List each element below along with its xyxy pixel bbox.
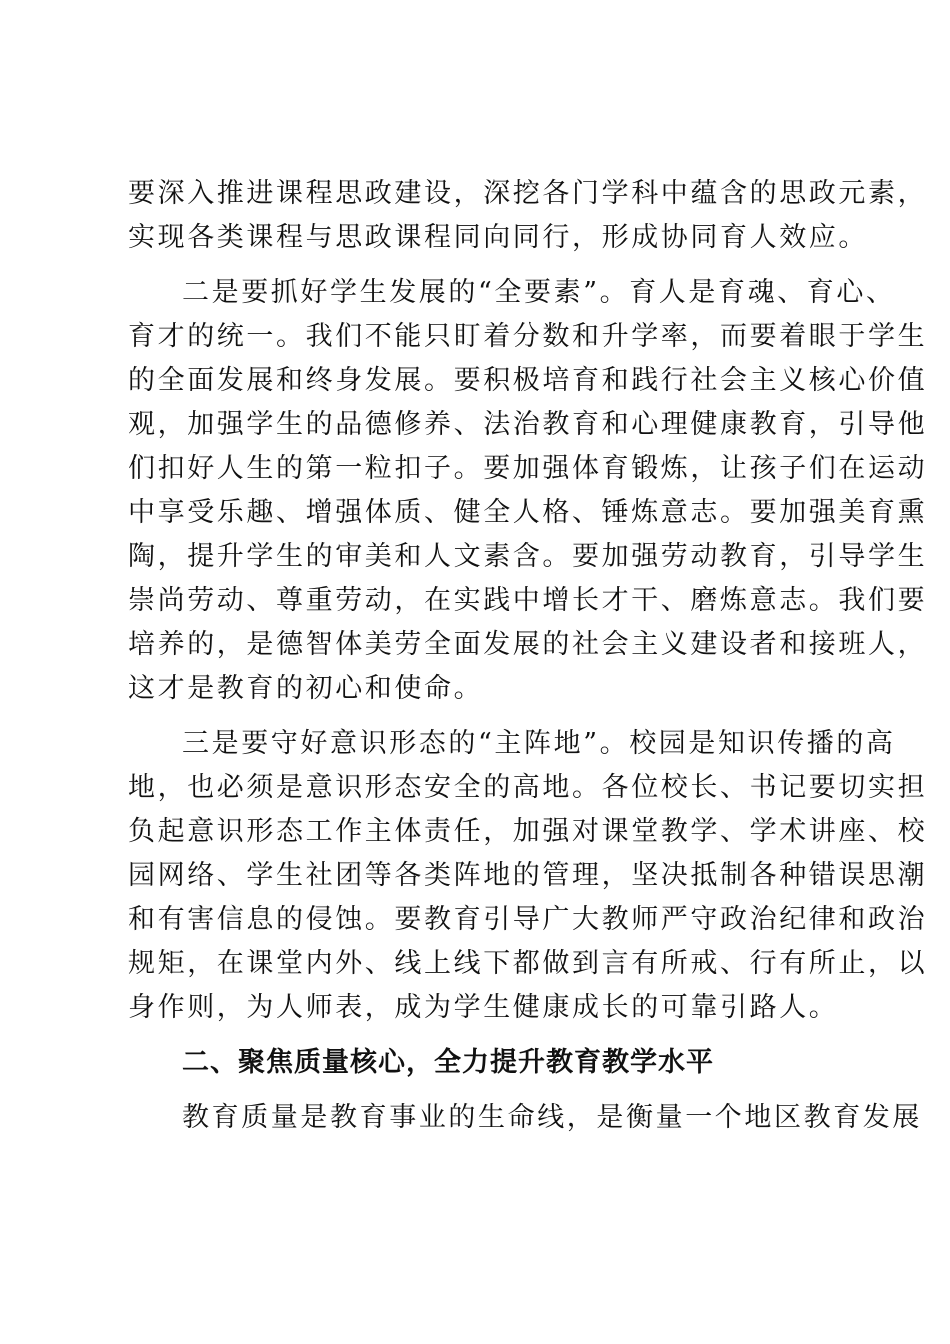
text-line: 教育质量是教育事业的生命线，是衡量一个地区教育发展 xyxy=(182,1102,922,1133)
paragraph xyxy=(128,172,928,260)
text-line: 观，加强学生的品德修养、法治教育和心理健康教育，引导他 xyxy=(128,409,928,440)
text-line: 园网络、学生社团等各类阵地的管理，坚决抵制各种错误思潮 xyxy=(128,860,928,891)
text-line: 身作则，为人师表，成为学生健康成长的可靠引路人。 xyxy=(128,992,839,1023)
paragraph xyxy=(128,1096,922,1140)
section-heading: 二、聚焦质量核心，全力提升教育教学水平 xyxy=(182,1047,714,1078)
text-line: 三是要守好意识形态的“主阵地”。校园是知识传播的高 xyxy=(182,728,896,759)
text-line: 育才的统一。我们不能只盯着分数和升学率，而要着眼于学生 xyxy=(128,321,928,352)
text-line: 负起意识形态工作主体责任，加强对课堂教学、学术讲座、校 xyxy=(128,816,928,847)
text-line: 和有害信息的侵蚀。要教育引导广大教师严守政治纪律和政治 xyxy=(128,904,928,935)
text-line: 实现各类课程与思政课程同向同行，形成协同育人效应。 xyxy=(128,222,868,253)
paragraph xyxy=(128,271,928,711)
text-line: 地，也必须是意识形态安全的高地。各位校长、书记要切实担 xyxy=(128,772,928,803)
text-line: 们扣好人生的第一粒扣子。要加强体育锻炼，让孩子们在运动 xyxy=(128,453,928,484)
body-text xyxy=(128,172,928,1140)
paragraph xyxy=(128,722,928,1030)
text-line: 的全面发展和终身发展。要积极培育和践行社会主义核心价值 xyxy=(128,365,928,396)
text-line: 二是要抓好学生发展的“全要素”。育人是育魂、育心、 xyxy=(182,277,896,308)
text-line: 崇尚劳动、尊重劳动，在实践中增长才干、磨炼意志。我们要 xyxy=(128,585,928,616)
text-line: 培养的，是德智体美劳全面发展的社会主义建设者和接班人， xyxy=(128,629,928,660)
text-line: 这才是教育的初心和使命。 xyxy=(128,673,484,704)
text-line: 规矩，在课堂内外、线上线下都做到言有所戒、行有所止，以 xyxy=(128,948,928,979)
text-line: 中享受乐趣、增强体质、健全人格、锤炼意志。要加强美育熏 xyxy=(128,497,928,528)
text-line: 陶，提升学生的审美和人文素含。要加强劳动教育，引导学生 xyxy=(128,541,928,572)
text-line: 要深入推进课程思政建设，深挖各门学科中蕴含的思政元素， xyxy=(128,178,928,209)
